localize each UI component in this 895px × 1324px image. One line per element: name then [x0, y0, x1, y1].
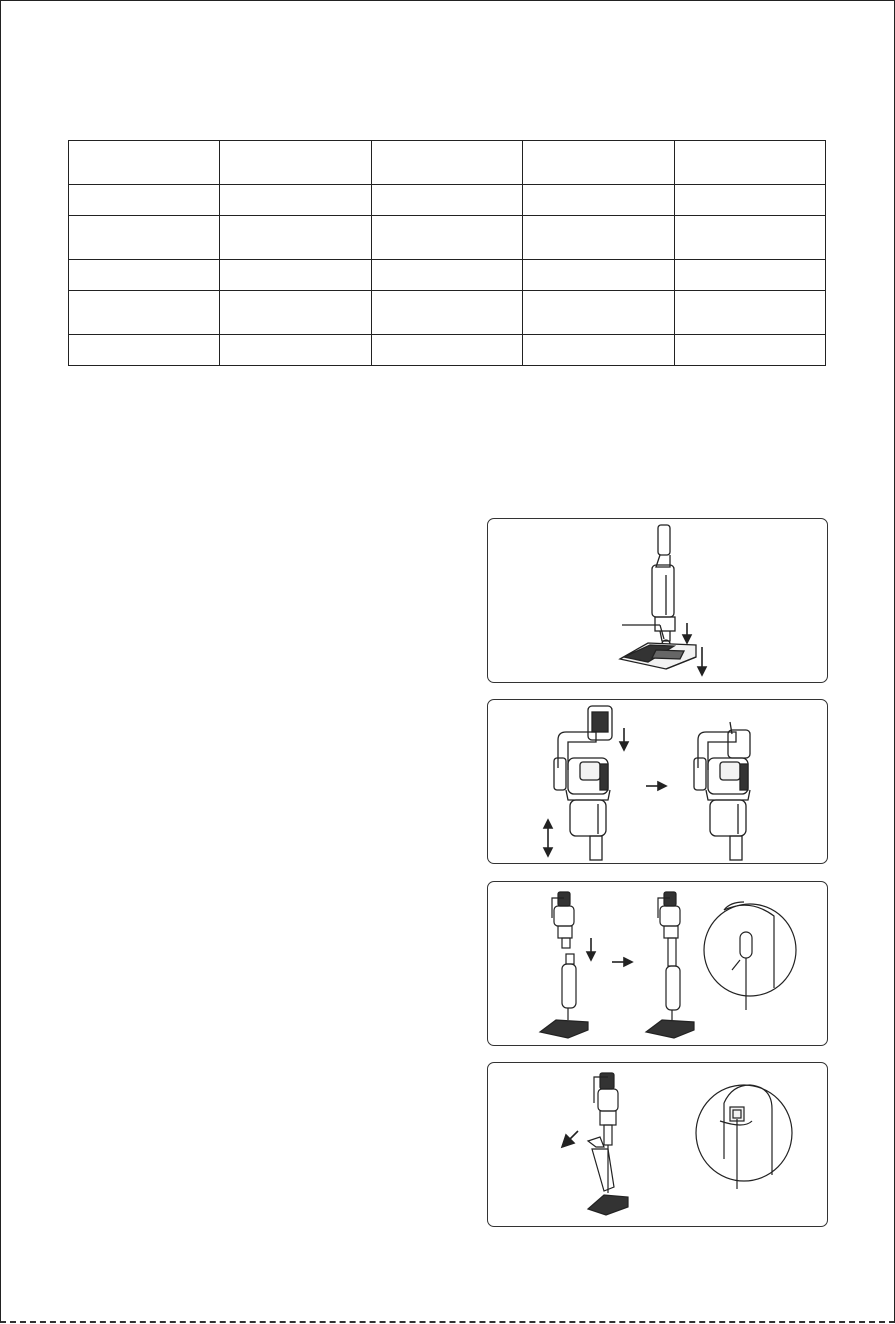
table-row: [69, 260, 826, 291]
table-cell: [220, 335, 371, 366]
table-row: [69, 216, 826, 260]
table-cell: [220, 260, 371, 291]
table-cell: [220, 216, 371, 260]
table-row: [69, 141, 826, 185]
table-cell: [371, 291, 522, 335]
table-cell: [220, 291, 371, 335]
table-cell: [69, 185, 220, 216]
table-cell: [523, 216, 674, 260]
table-cell: [523, 141, 674, 185]
table-cell: [674, 141, 825, 185]
table-cell: [69, 291, 220, 335]
illustration-panel-step-1: [487, 518, 828, 683]
main-unit-attach-to-stick-illustration: [488, 882, 827, 1045]
table-row: [69, 291, 826, 335]
table-cell: [674, 260, 825, 291]
table-row: [69, 185, 826, 216]
table-cell: [220, 141, 371, 185]
table-cell: [371, 216, 522, 260]
table-cell: [674, 335, 825, 366]
table-cell: [523, 185, 674, 216]
table-cell: [523, 260, 674, 291]
table-cell: [69, 335, 220, 366]
vacuum-docking-on-base-illustration: [488, 519, 827, 682]
illustration-panel-step-3: [487, 881, 828, 1046]
table-cell: [523, 335, 674, 366]
table-cell: [69, 260, 220, 291]
table-cell: [69, 216, 220, 260]
table-row: [69, 335, 826, 366]
table-cell: [371, 260, 522, 291]
table-cell: [674, 216, 825, 260]
illustration-panel-step-4: [487, 1062, 828, 1227]
table-cell: [220, 185, 371, 216]
table-cell: [69, 141, 220, 185]
table-cell: [674, 291, 825, 335]
illustration-panel-step-2: [487, 699, 828, 864]
table-cell: [371, 335, 522, 366]
table-cell: [371, 185, 522, 216]
spec-table: [68, 140, 826, 366]
battery-insertion-illustration: [488, 700, 827, 863]
table-cell: [371, 141, 522, 185]
table-cell: [674, 185, 825, 216]
table-cell: [523, 291, 674, 335]
main-unit-release-button-illustration: [488, 1063, 827, 1226]
